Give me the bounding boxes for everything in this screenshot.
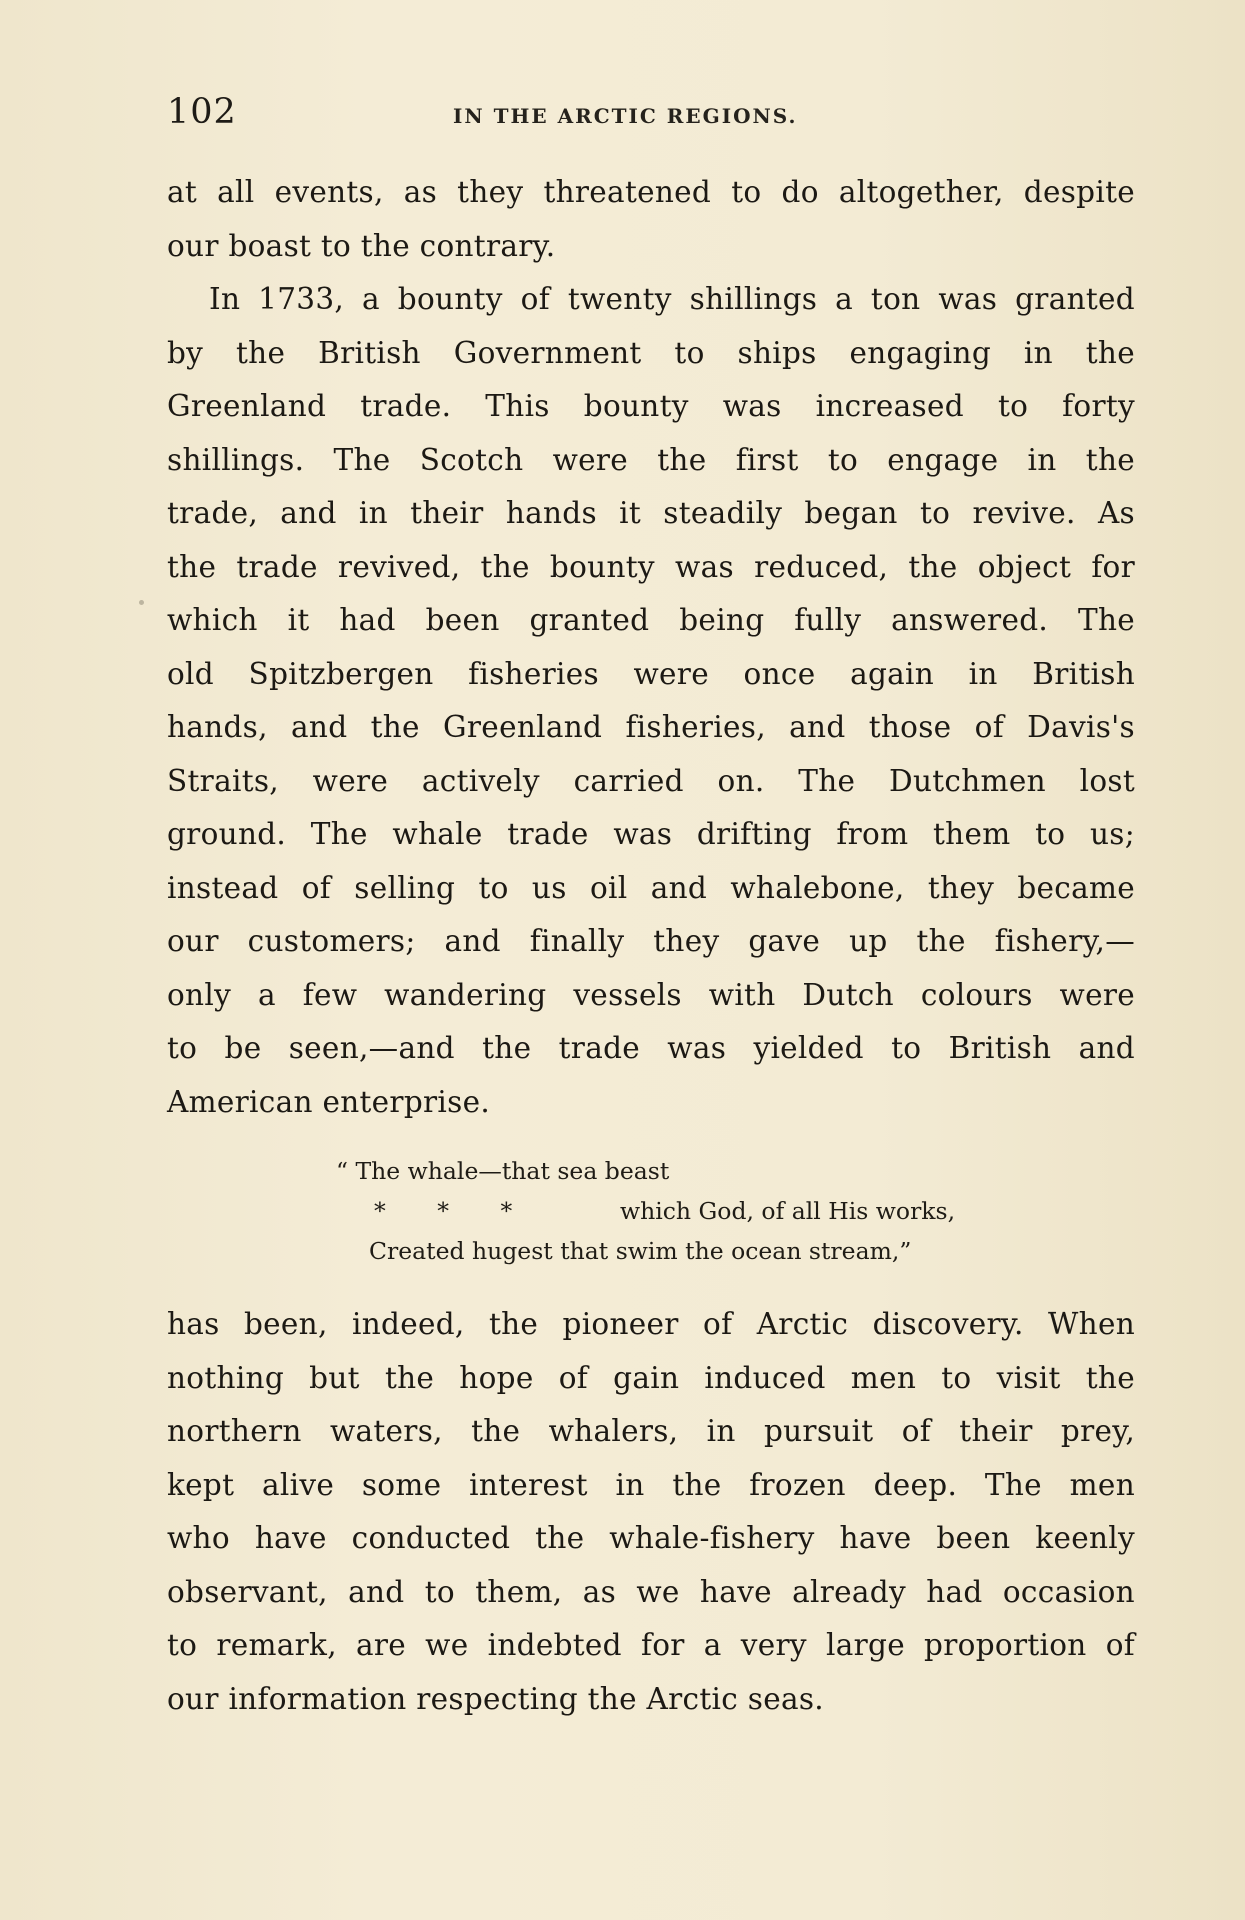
text-line: to be seen,—and the trade was yielded to British and bbox=[167, 1031, 1135, 1065]
text-line: northern waters, the whalers, in pursuit of their prey, bbox=[167, 1414, 1135, 1448]
text-line: nothing but the hope of gain induced men to visit the bbox=[167, 1360, 1135, 1395]
text-line: our information respecting the Arctic seas. bbox=[167, 1681, 824, 1716]
text-line: only a few wandering vessels with Dutch colours were bbox=[167, 977, 1135, 1012]
page-number: 102 bbox=[167, 92, 237, 132]
text-line: Straits, were actively carried on. The Dutchmen lost bbox=[167, 763, 1135, 798]
ellipsis-stars: * * * bbox=[374, 1197, 513, 1225]
text-line: hands, and the Greenland fisheries, and those of Davis's bbox=[167, 710, 1135, 744]
text-line: to remark, are we indebted for a very large proportion of bbox=[167, 1628, 1135, 1662]
quote-line-text: which God, of all His works, bbox=[620, 1197, 956, 1225]
text-line: observant, and to them, as we have already had occasion bbox=[167, 1574, 1135, 1609]
page-header bbox=[167, 92, 1087, 138]
print-speck bbox=[139, 600, 144, 605]
quote-line: Created hugest that swim the ocean stream,” bbox=[369, 1237, 912, 1265]
text-line: trade, and in their hands it steadily began to revive. As bbox=[167, 496, 1135, 530]
main-text-lower bbox=[167, 1298, 1135, 1726]
text-line: kept alive some interest in the frozen deep. The men bbox=[167, 1467, 1135, 1502]
quote-line: “ The whale—that sea beast bbox=[336, 1157, 670, 1185]
text-line: the trade revived, the bounty was reduced, the object for bbox=[167, 549, 1135, 584]
quote-line bbox=[336, 1191, 1056, 1231]
text-line: instead of selling to us oil and whalebone, they became bbox=[167, 870, 1135, 905]
text-line: In 1733, a bounty of twenty shillings a ton was granted bbox=[209, 282, 1135, 316]
text-line: Greenland trade. This bounty was increased to forty bbox=[167, 389, 1135, 423]
text-line: ground. The whale trade was drifting from them to us; bbox=[167, 817, 1135, 851]
text-line: who have conducted the whale-fishery have been keenly bbox=[167, 1521, 1135, 1555]
text-line: our customers; and finally they gave up the fishery,— bbox=[167, 924, 1135, 958]
running-title: IN THE ARCTIC REGIONS. bbox=[453, 104, 798, 128]
text-line: our boast to the contrary. bbox=[167, 228, 556, 263]
text-line: shillings. The Scotch were the first to engage in the bbox=[167, 442, 1135, 477]
text-line: old Spitzbergen fisheries were once again in British bbox=[167, 656, 1135, 691]
text-line: American enterprise. bbox=[167, 1084, 491, 1119]
text-line: has been, indeed, the pioneer of Arctic discovery. When bbox=[167, 1307, 1135, 1341]
verse-quotation bbox=[336, 1151, 1056, 1271]
text-line: at all events, as they threatened to do altogether, despite bbox=[167, 175, 1135, 209]
main-text-upper bbox=[167, 166, 1135, 1129]
text-line: which it had been granted being fully answered. The bbox=[167, 603, 1135, 637]
text-line: by the British Government to ships engaging in the bbox=[167, 335, 1135, 370]
